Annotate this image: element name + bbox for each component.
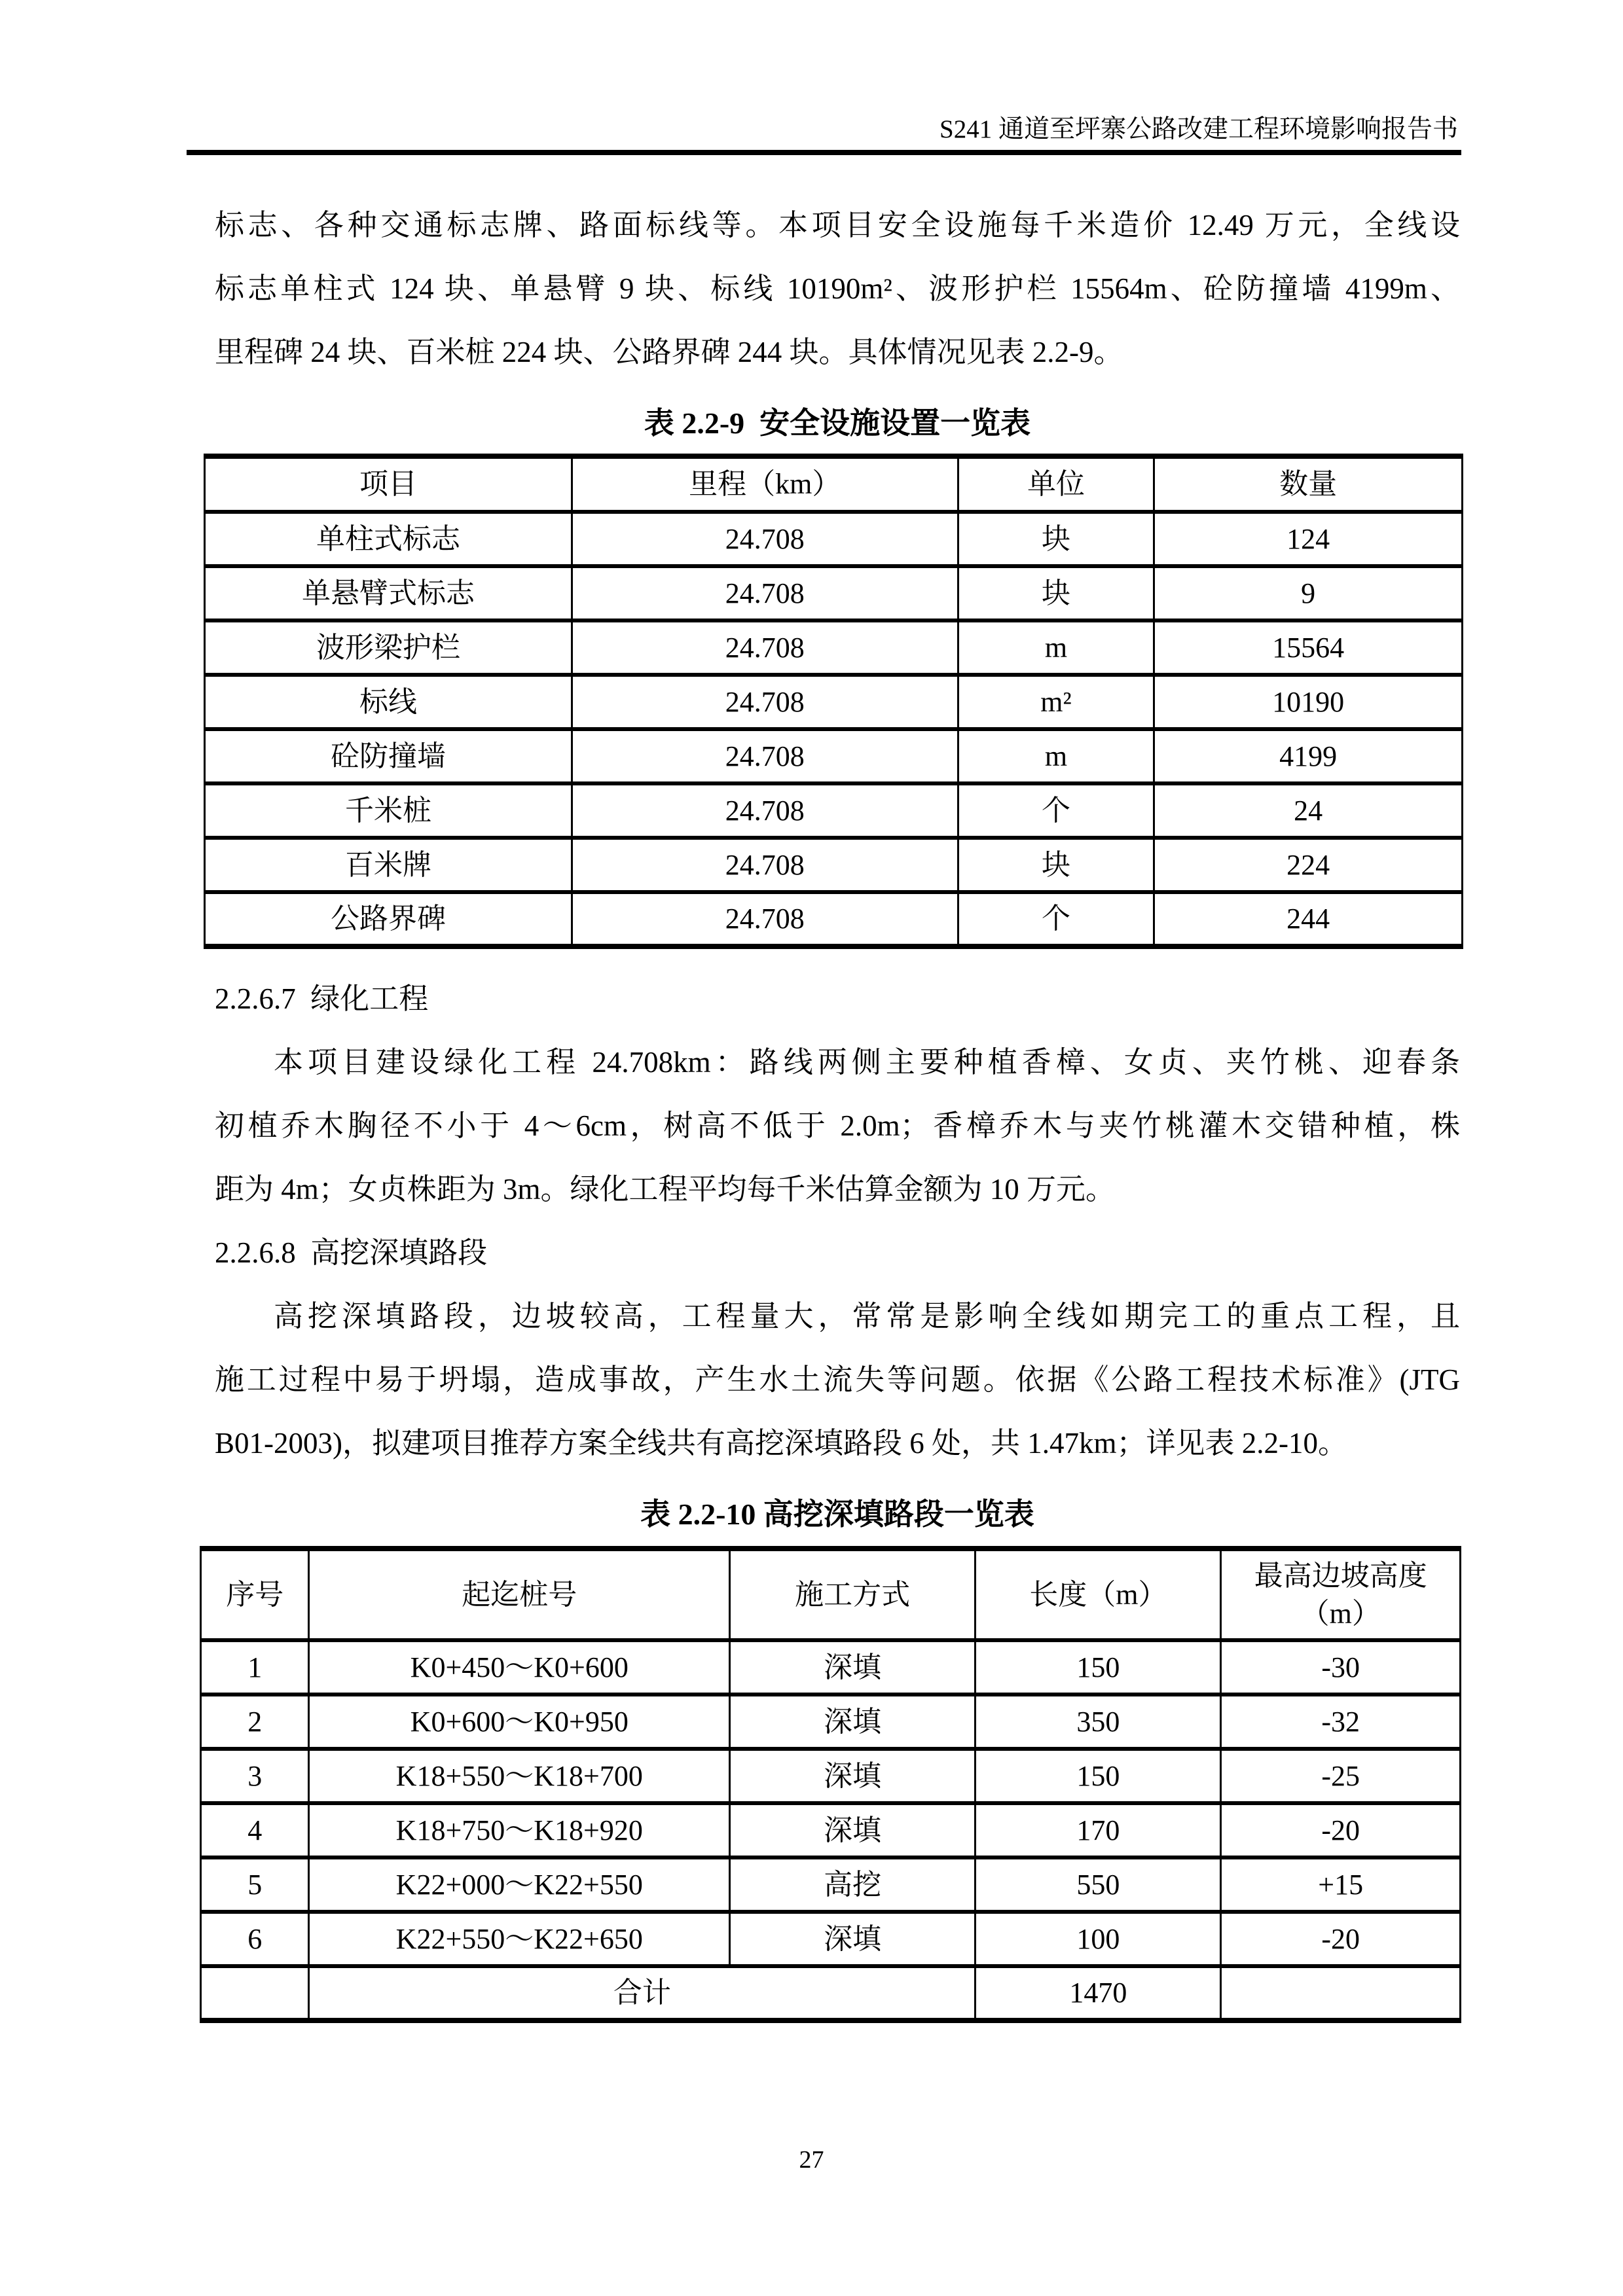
text-line: 本项目建设绿化工程 24.708km：路线两侧主要种植香樟、女贞、夹竹桃、迎春条 — [274, 1046, 1460, 1079]
table-cell: 砼防撞墙 — [205, 729, 572, 783]
table-cell: 24.708 — [572, 838, 958, 892]
table-row — [201, 1912, 1461, 1966]
table-cell: 244 — [1154, 892, 1463, 946]
table-cell: 深填 — [730, 1749, 976, 1803]
table-cell: 3 — [201, 1749, 309, 1803]
table-cell: -32 — [1221, 1695, 1461, 1749]
table-row — [201, 1640, 1461, 1695]
text-line: 高挖深填路段，边坡较高，工程量大，常常是影响全线如期完工的重点工程，且 — [274, 1300, 1460, 1333]
table-row — [205, 729, 1463, 783]
table-cell: 24.708 — [572, 892, 958, 946]
paragraph-deep-cut-fill — [215, 1285, 1460, 1475]
table-cell: 24.708 — [572, 620, 958, 675]
text-line: 初植乔木胸径不小于 4～6cm，树高不低于 2.0m；香樟乔木与夹竹桃灌木交错种植，株 — [215, 1109, 1460, 1142]
table-cell: 5 — [201, 1857, 309, 1912]
table-cell — [201, 1966, 309, 2020]
table-header-row — [201, 1549, 1461, 1640]
table-cell: 深填 — [730, 1912, 976, 1966]
header-rule — [187, 150, 1461, 155]
table-cell: K18+550～K18+700 — [309, 1749, 730, 1803]
table-cell: 块 — [958, 566, 1154, 620]
table-cell: m² — [958, 675, 1154, 729]
table-row — [205, 838, 1463, 892]
text-line: 距为 4m；女贞株距为 3m。绿化工程平均每千米估算金额为 10 万元。 — [215, 1173, 1116, 1206]
paragraph-safety-facilities — [215, 194, 1460, 384]
table-row — [201, 1695, 1461, 1749]
table-cell: 个 — [958, 783, 1154, 838]
table-row — [205, 566, 1463, 620]
table-row — [201, 1749, 1461, 1803]
table-cell: 100 — [976, 1912, 1221, 1966]
table-cell: 深填 — [730, 1803, 976, 1857]
section-heading-2-2-6-8: 2.2.6.8 高挖深填路段 — [215, 1236, 488, 1269]
table-cell: 124 — [1154, 512, 1463, 566]
table-cell: +15 — [1221, 1857, 1461, 1912]
table-cell: 24.708 — [572, 512, 958, 566]
table-row — [201, 1857, 1461, 1912]
table-cell: 个 — [958, 892, 1154, 946]
table-row — [201, 1803, 1461, 1857]
table-row — [201, 1966, 1461, 2020]
table-cell: 24.708 — [572, 675, 958, 729]
table-cell: K0+600～K0+950 — [309, 1695, 730, 1749]
table-cell: 224 — [1154, 838, 1463, 892]
text-line: 标志、各种交通标志牌、路面标线等。本项目安全设施每千米造价 12.49 万元，全线设 — [215, 209, 1460, 242]
text-line: 标志单柱式 124 块、单悬臂 9 块、标线 10190m²、波形护栏 15564m、砼防撞墙 4199m、 — [215, 272, 1460, 305]
table-row — [205, 512, 1463, 566]
table-cell: 合计 — [309, 1966, 976, 2020]
table-header-cell: 数量 — [1154, 456, 1463, 512]
table-cell: 块 — [958, 512, 1154, 566]
table-safety-facilities — [204, 454, 1463, 949]
table-cell: -30 — [1221, 1640, 1461, 1695]
table-cell: 24.708 — [572, 566, 958, 620]
table-cell: K22+000～K22+550 — [309, 1857, 730, 1912]
table-2-2-9-title: 表 2.2-9 安全设施设置一览表 — [644, 406, 1031, 440]
text-line: B01-2003)，拟建项目推荐方案全线共有高挖深填路段 6 处，共 1.47km；详见表 2.2-10。 — [215, 1427, 1347, 1460]
table-row — [205, 675, 1463, 729]
table-row — [205, 620, 1463, 675]
table-cell — [1221, 1966, 1461, 2020]
table-cell: 2 — [201, 1695, 309, 1749]
table-cell: m — [958, 620, 1154, 675]
table-cell: 百米牌 — [205, 838, 572, 892]
table-cell: 15564 — [1154, 620, 1463, 675]
table-deep-cut-fill-sections — [200, 1546, 1461, 2023]
table-cell: 170 — [976, 1803, 1221, 1857]
table-cell: 10190 — [1154, 675, 1463, 729]
table-cell: 1 — [201, 1640, 309, 1695]
table-cell: 1470 — [976, 1966, 1221, 2020]
table-cell: 深填 — [730, 1640, 976, 1695]
section-heading-2-2-6-7: 2.2.6.7 绿化工程 — [215, 982, 429, 1015]
table-cell: 550 — [976, 1857, 1221, 1912]
table-cell: K22+550～K22+650 — [309, 1912, 730, 1966]
table-cell: 块 — [958, 838, 1154, 892]
table-2-2-10-title: 表 2.2-10 高挖深填路段一览表 — [640, 1498, 1034, 1531]
table-cell: 4199 — [1154, 729, 1463, 783]
page-header-title: S241 通道至坪寨公路改建工程环境影响报告书 — [939, 115, 1458, 143]
table-header-cell: 起迄桩号 — [309, 1549, 730, 1640]
table-header-cell: 长度（m） — [976, 1549, 1221, 1640]
table-cell: 150 — [976, 1640, 1221, 1695]
table-cell: 150 — [976, 1749, 1221, 1803]
table-header-row — [205, 456, 1463, 512]
table-cell: 单柱式标志 — [205, 512, 572, 566]
table-header-cell: 序号 — [201, 1549, 309, 1640]
table-cell: m — [958, 729, 1154, 783]
table-header-cell: 施工方式 — [730, 1549, 976, 1640]
table-header-cell: 里程（km） — [572, 456, 958, 512]
table-header-cell: 项目 — [205, 456, 572, 512]
table-cell: 350 — [976, 1695, 1221, 1749]
table-cell: 波形梁护栏 — [205, 620, 572, 675]
table-cell: 千米桩 — [205, 783, 572, 838]
table-cell: 4 — [201, 1803, 309, 1857]
table-cell: 6 — [201, 1912, 309, 1966]
table-cell: K0+450～K0+600 — [309, 1640, 730, 1695]
table-cell: 深填 — [730, 1695, 976, 1749]
table-cell: -20 — [1221, 1803, 1461, 1857]
table-cell: -20 — [1221, 1912, 1461, 1966]
table-row — [205, 892, 1463, 946]
table-cell: 公路界碑 — [205, 892, 572, 946]
text-line: 里程碑 24 块、百米桩 224 块、公路界碑 244 块。具体情况见表 2.2-9。 — [215, 336, 1123, 368]
table-header-cell: 最高边坡高度 （m） — [1221, 1549, 1461, 1640]
table-cell: 24.708 — [572, 783, 958, 838]
text-line: 施工过程中易于坍塌，造成事故，产生水土流失等问题。依据《公路工程技术标准》(JTG — [215, 1363, 1460, 1396]
table-header-cell: 单位 — [958, 456, 1154, 512]
table-cell: 24.708 — [572, 729, 958, 783]
page-number: 27 — [799, 2146, 824, 2174]
table-cell: 9 — [1154, 566, 1463, 620]
table-cell: 高挖 — [730, 1857, 976, 1912]
table-cell: 标线 — [205, 675, 572, 729]
table-cell: 单悬臂式标志 — [205, 566, 572, 620]
table-row — [205, 783, 1463, 838]
table-cell: -25 — [1221, 1749, 1461, 1803]
table-cell: 24 — [1154, 783, 1463, 838]
paragraph-greening-works — [215, 1031, 1460, 1221]
table-cell: K18+750～K18+920 — [309, 1803, 730, 1857]
